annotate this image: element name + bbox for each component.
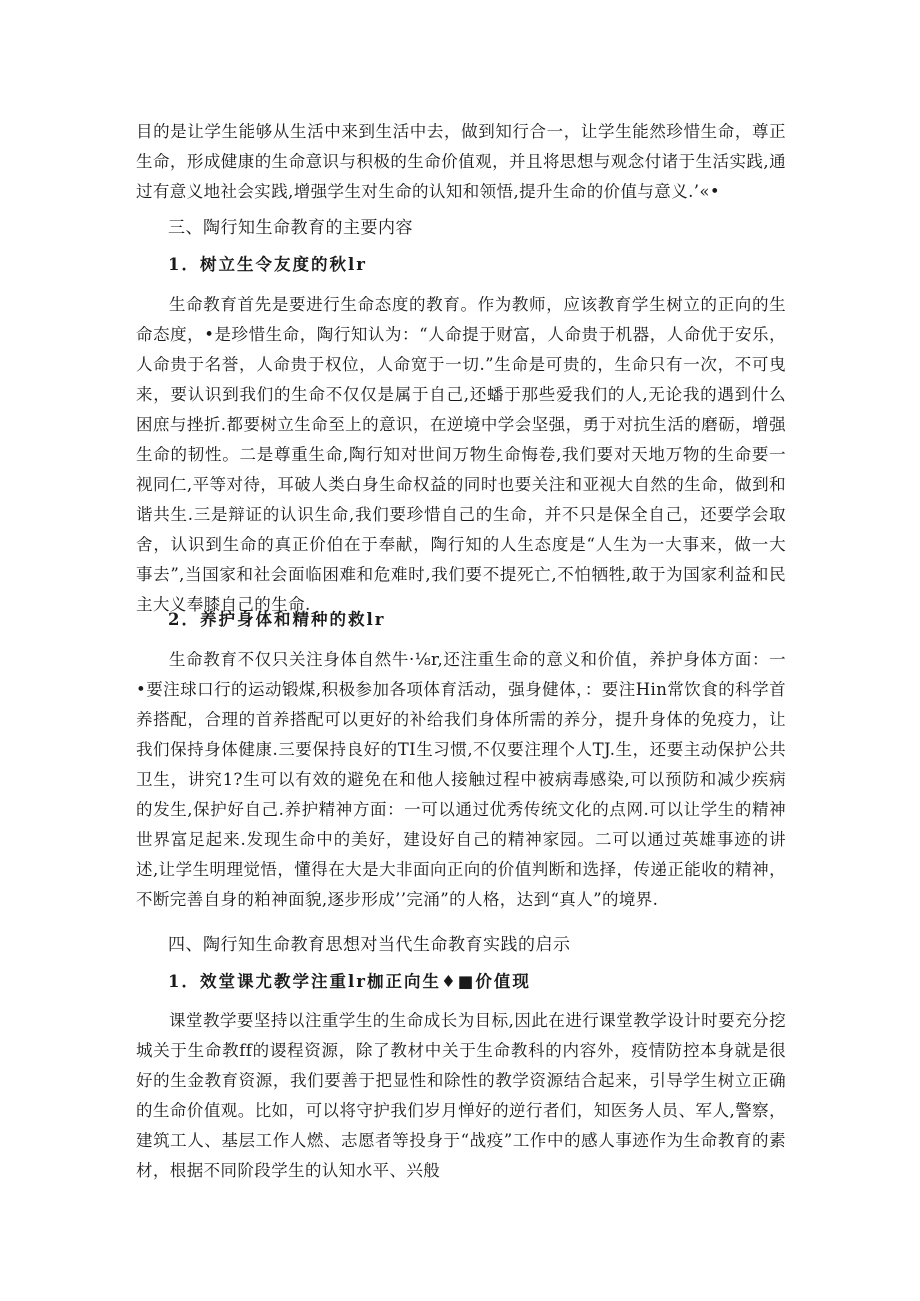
section-3-1-paragraph: 生命教育首先是要进行生命态度的教育。作为教师，应该教育学生树立的正向的生命态度，•是珍惜生命，陶行知认为：“人命提于财富，人命贵于机器，人命优于安乐，人命贵于名誉，人命贵于权位，人命宽于一切.”生命是可贵的，生命只有一次，不可曳来，要认识到我们的生命不仅仅是属于自己,还蟠于那些爱我们的人,无论我的遇到什么困庶与挫折.都要树立生命至上的意识，在逆境中学会坚强，勇于对抗生活的磨砺，增强生命的韧性。二是尊重生命,陶行知对世间万物生命悔卷,我们要对天地万物的生命要一视同仁,平等对待，耳破人类白身生命权益的同时也要关注和亚视大自然的生命，做到和谐共生.三是辩证的认识生命,我们要珍惜自己的生命，并不只是保全自己，还要学会取舍，认识到生命的真正价伯在于奉献，陶行知的人生态度是“人生为一大事来，做一大事去”,当国家和社会面临困难和危难时,我们要不提死亡,不怕牺牲,敢于为国家利益和民主大义奉膝自己的生命. xyxy=(136,295,786,614)
section-3-1-heading: 1．树立生令友度的秋lr xyxy=(168,255,367,274)
section-3-2-paragraph: 生命教育不仅只关注身体自然牛·⅛r,还注重生命的意义和价值，养护身体方面：一•要注球口行的运动锻煤,积极参加各项体育活动，强身健体，：要注Hin常饮食的科学首养搭配，合理的首养搭配可以更好的补给我们身体所需的养分，提升身体的免疫力，让我们保持身体健康.三要保持良好的TI生习惯,不仅要注理个人TJ.生，还要主动保护公共卫生，讲究1?生可以有效的避免在和他人接触过程中被病毒感染,可以预防和减少疾病的发生,保护好自己.养护精神方面：一可以通过优秀传统文化的点网.可以让学生的精神世界富足起来.发现生命中的美好，建设好自己的精神家园。二可以通过英雄事迹的讲述,让学生明理觉悟，懂得在大是大非面向正向的价值判断和选择，传递正能收的精神，不断完善自身的粕神面貌,逐步形成’’完涌”的人格，达到“真人”的境界. xyxy=(136,650,786,909)
intro-block xyxy=(136,117,786,207)
section-4-heading: 四、陶行知生命教育思想对当代生命教育实践的启示 xyxy=(168,935,571,955)
section-4-1-paragraph: 课堂教学要坚持以注重学生的生命成长为目标,因此在进行课堂教学设计时要充分挖城关于生命教ff的谡程资源，除了教材中关于生命教科的内容外，疫情防控本身就是很好的生金教育资源，我们要善于把显性和除性的教学资源结合起来，引导学生树立正确的生命价值观。比如，可以将守护我们岁月惮好的逆行者们，知医务人员、军人,警察，建筑工人、基层工作人燃、志愿者等投身于“战疫”工作中的感人事迹作为生命教育的素材，根据不同阶段学生的认知水平、兴般 xyxy=(136,1011,786,1180)
section-4-1-block xyxy=(136,1006,786,1186)
section-3-heading: 三、陶行知生命教育的主要内容 xyxy=(168,218,413,238)
section-3-2-heading: 2．养护身体和精种的救lr xyxy=(168,610,386,629)
section-4-1-heading: 1．效堂课尤教学注重lr枷正向生♦■价值现 xyxy=(168,972,531,991)
section-3-1-block xyxy=(136,290,786,620)
section-3-2-block xyxy=(136,645,786,915)
intro-paragraph: 目的是让学生能够从生活中来到生活中去，做到知行合一，让学生能然珍惜生命，尊正生命，形成健康的生命意识与积极的生命价值观，并且将思想与观念付诸于生活实践,通过有意义地社会实践,增强学生对生命的认知和领悟,提升生命的价值与意义.’«• xyxy=(136,122,786,201)
